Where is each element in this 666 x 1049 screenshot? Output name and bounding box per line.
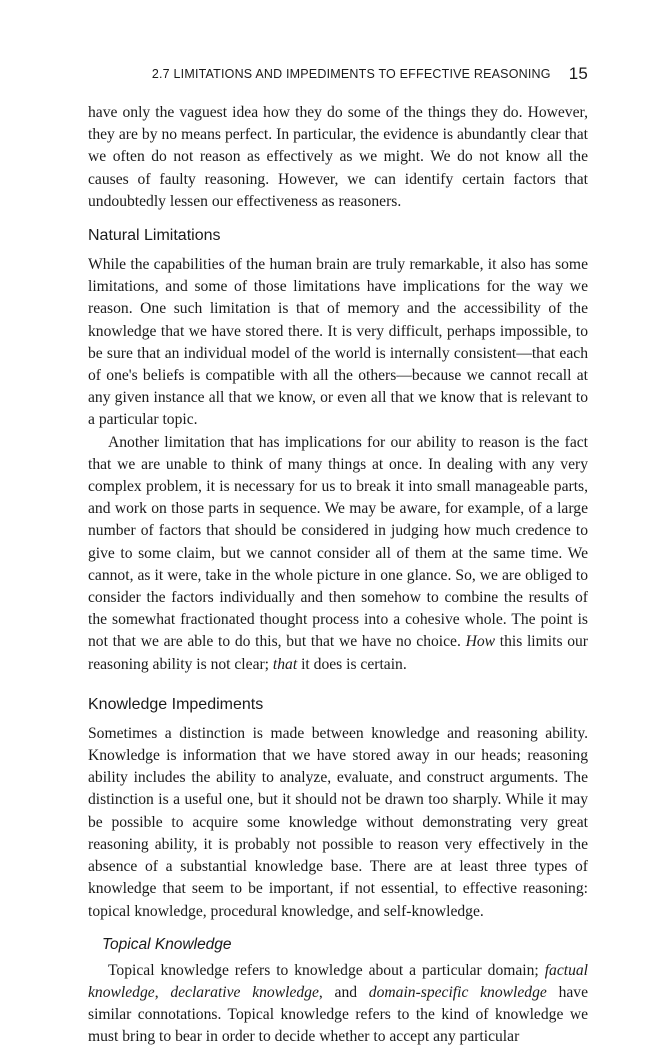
section-heading-knowledge-impediments: Knowledge Impediments [88, 695, 264, 713]
page-number: 15 [568, 64, 588, 83]
paragraph-text: it does is certain. [297, 655, 407, 673]
natural-limitations-paragraph-2 [88, 432, 588, 676]
emphasis-declarative-knowledge: declarative knowledge [170, 983, 319, 1001]
knowledge-impediments-paragraph: Sometimes a distinction is made between knowledge and reasoning ability. Knowledge is information that we have stored away in our heads; reasoning ability includes the ability to analyze, evaluate, and construct arguments. The distinction is a useful one, but it should not be drawn too sharply. While it may be possible to acquire some knowledge without demonstrating very great reasoning ability, it is probably not possible to reason very effectively in the absence of a substantial knowledge base. There are at least three types of knowledge that seem to be important, if not essential, to effective reasoning: topical knowledge, procedural knowledge, and self-knowledge. [88, 724, 588, 920]
paragraph-text: Topical knowledge refers to knowledge about a particular domain; [108, 961, 545, 979]
running-head [88, 64, 588, 84]
natural-limitations-paragraph-1: While the capabilities of the human brain are truly remarkable, it also has some limitations, and some of those limitations have implications for the way we reason. One such limitation is that of memory and the accessibility of the knowledge that we have stored there. It is very difficult, perhaps impossible, to be sure that an individual model of the world is internally consistent—that each of one's beliefs is compatible with all the others—because we cannot recall at any given instance all that we know, or even all that we know that is relevant to a particular topic. [88, 256, 588, 429]
running-head-title: 2.7 LIMITATIONS AND IMPEDIMENTS TO EFFECTIVE REASONING [151, 67, 551, 81]
section-heading-natural-limitations: Natural Limitations [88, 227, 221, 245]
paragraph-text: Another limitation that has implications for our ability to reason is the fact that we are unable to think of many things at once. In dealing with any very complex problem, it is necessary for us to break it into small manageable parts, and work on those parts in sequence. We may be aware, for example, of a large number of factors that should be considered in judging how much credence to give to some claim, but we cannot consider all of them at the same time. We cannot, as it were, take in the whole picture in one glance. So, we are obliged to consider the factors individually and then somehow to combine the results of the somewhat fractionated thought process into a cohesive whole. The point is not that we are able to do this, but that we have no choice. [88, 433, 588, 651]
topical-knowledge-paragraph [88, 960, 588, 1049]
subsection-heading-topical-knowledge: Topical Knowledge [102, 935, 232, 953]
emphasis-that: that [272, 655, 298, 673]
paragraph-text: have similar connotations. Topical knowledge refers to the kind of knowledge we must bring to bear in order to decide whether to accept any particular [88, 983, 589, 1046]
paragraph-text: , and [318, 983, 369, 1001]
emphasis-domain-specific-knowledge: domain-specific knowledge [368, 983, 547, 1001]
emphasis-factual-knowledge: factual knowledge [88, 961, 588, 1001]
paragraph-text: , [154, 983, 171, 1001]
emphasis-how: How [465, 633, 496, 651]
intro-paragraph: have only the vaguest idea how they do some of the things they do. However, they are by no means perfect. In particular, the evidence is abundantly clear that we often do not reason as effectively as we might. We do not know all the causes of faulty reasoning. However, we can identify certain factors that undoubtedly lessen our effectiveness as reasoners. [88, 104, 588, 210]
paragraph-text: this limits our reasoning ability is not clear; [88, 633, 588, 673]
book-page [88, 64, 588, 1049]
